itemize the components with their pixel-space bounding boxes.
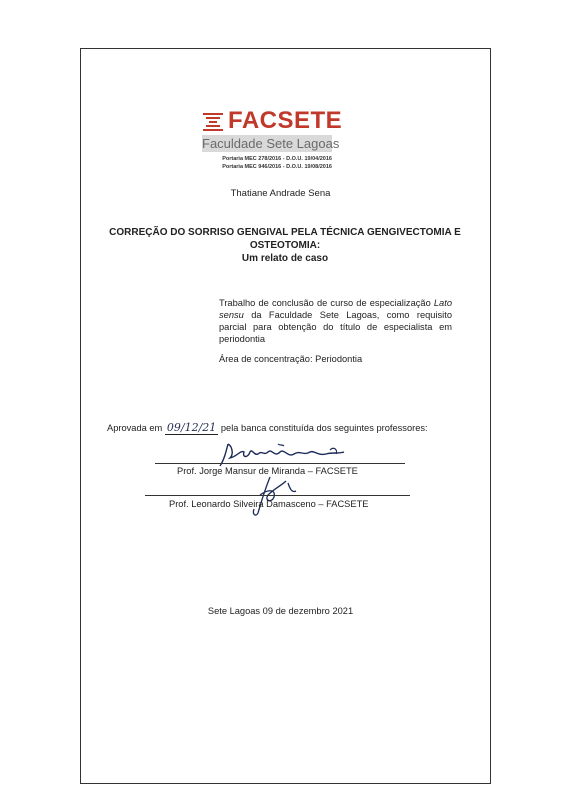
description-part-1: Trabalho de conclusão de curso de especialização — [219, 298, 434, 308]
concentration-area: Área de concentração: Periodontia — [219, 354, 363, 364]
logo-subtitle: Faculdade Sete Lagoas — [202, 136, 340, 151]
professor-1: Prof. Jorge Mansur de Miranda – FACSETE — [177, 466, 358, 476]
signature-line-2 — [145, 495, 410, 496]
title-line-1: CORREÇÃO DO SORRISO GENGIVAL PELA TÉCNICA GENGIVECTOMIA E — [109, 227, 461, 238]
description-part-2: da Faculdade Sete Lagoas, como requisito parcial para obtenção do título de especialista em periodontia — [219, 310, 452, 344]
signature-2-icon — [240, 475, 320, 520]
logo-name: FACSETE — [228, 107, 343, 134]
description-lato-sensu: Lato sensu — [219, 298, 452, 320]
signature-line-1 — [155, 463, 405, 464]
facsete-logo — [196, 105, 343, 179]
approval-date-handwritten: 09/12/21 — [166, 421, 217, 434]
title-line-2: OSTEOTOMIA: — [249, 240, 321, 251]
professor-2: Prof. Leonardo Silveira Damasceno – FACSETE — [169, 499, 369, 509]
facsete-emblem-icon — [202, 111, 224, 133]
place-and-date: Sete Lagoas 09 de dezembro 2021 — [207, 606, 354, 616]
logo-portaria-1: Portaria MEC 278/2016 - D.O.U. 19/04/2016 — [222, 156, 332, 162]
title-line-3: Um relato de caso — [241, 253, 329, 264]
logo-portaria-2: Portaria MEC 946/2016 - D.O.U. 19/08/2016 — [222, 164, 332, 170]
author-name: Thatiane Andrade Sena — [230, 188, 331, 199]
approval-prefix: Aprovada em — [107, 423, 163, 433]
work-description — [219, 297, 452, 345]
document-title — [95, 226, 475, 265]
approval-statement — [107, 421, 428, 434]
approval-suffix: pela banca constituída dos seguintes professores: — [220, 423, 428, 433]
